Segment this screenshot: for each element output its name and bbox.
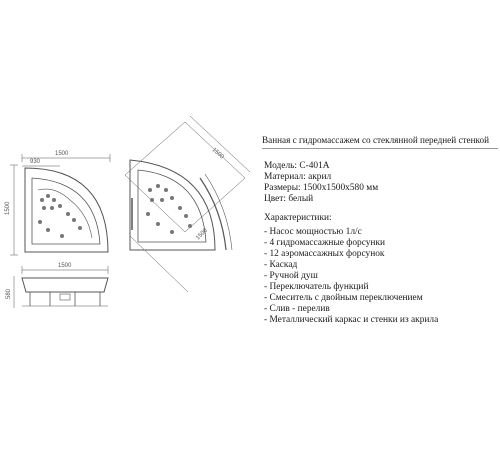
feature-item: - 12 аэромассажных форсунок — [264, 249, 385, 259]
dim-width-side: 1500 — [58, 263, 72, 269]
dim-diagonal-2: 1500 — [195, 227, 209, 242]
spec-size: Размеры: 1500х1500х580 мм — [264, 183, 379, 193]
product-title: Ванная с гидромассажем со стеклянной передней стенкой — [262, 135, 490, 145]
dim-height: 580 — [6, 288, 12, 299]
title-underline — [262, 148, 498, 149]
spec-model: Модель: С-401А — [264, 161, 330, 171]
feature-item: - Насос мощностью 1л/с — [264, 227, 362, 237]
feature-item: - Металлический каркас и стенки из акрила — [264, 315, 439, 325]
feature-item: - Каскад — [264, 260, 298, 270]
feature-item: - Смеситель с двойным переключением — [264, 293, 423, 303]
side-view-drawing — [14, 266, 108, 308]
dim-diagonal-1: 1500 — [210, 147, 225, 161]
top-view-drawing — [10, 154, 110, 255]
rotated-view-drawing — [125, 116, 250, 292]
spec-color: Цвет: белый — [264, 194, 314, 204]
features-heading: Характеристики: — [264, 213, 332, 223]
dim-width-top: 1500 — [55, 151, 69, 157]
feature-item: - Слив - перелив — [264, 304, 330, 314]
feature-item: - Ручной душ — [264, 271, 318, 281]
feature-item: - Переключатель функций — [264, 282, 369, 292]
dim-depth-left: 1500 — [5, 201, 11, 215]
spec-material: Материал: акрил — [264, 172, 332, 182]
dim-inner: 930 — [30, 159, 41, 165]
feature-item: - 4 гидромассажные форсунки — [264, 238, 386, 248]
